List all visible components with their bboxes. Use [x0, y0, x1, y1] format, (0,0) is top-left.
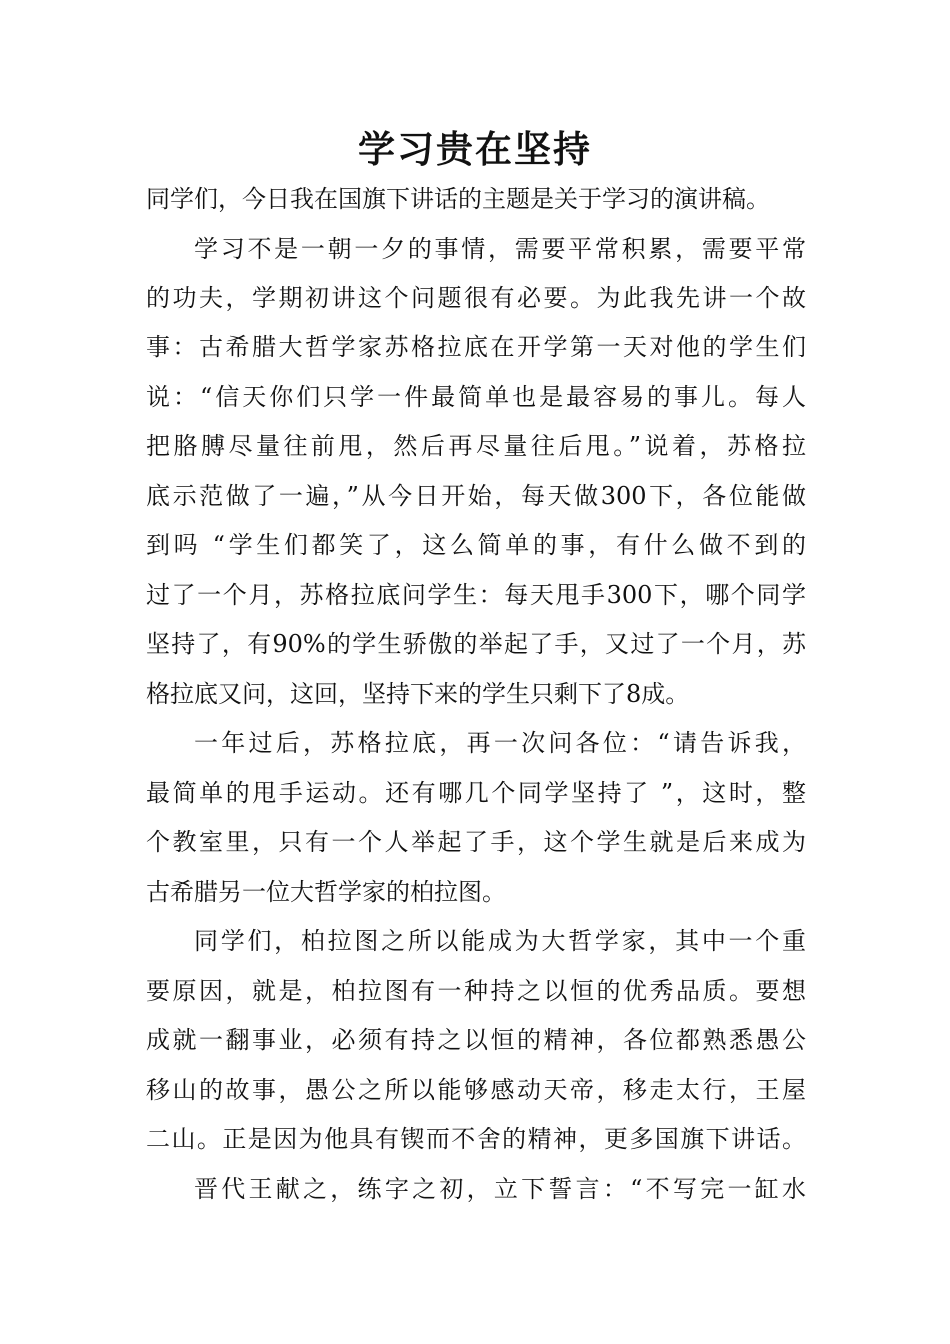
text-line: 说：“信天你们只学一件最简单也是最容易的事儿。每人	[146, 383, 806, 411]
text-line: 个教室里，只有一个人举起了手，这个学生就是后来成为	[146, 828, 806, 856]
text-line: 要原因，就是，柏拉图有一种持之以恒的优秀品质。要想	[146, 977, 806, 1005]
paragraph-first-line: 晋代王献之，练字之初，立下誓言：“不写完一缸水	[194, 1175, 806, 1203]
paragraph-first-line: 学习不是一朝一夕的事情，需要平常积累，需要平常	[194, 235, 806, 263]
text-line: 到吗 “学生们都笑了，这么简单的事，有什么做不到的	[146, 531, 806, 559]
text-line: 成就一翻事业，必须有持之以恒的精神，各位都熟悉愚公	[146, 1026, 806, 1054]
document-title: 学习贵在坚持	[358, 128, 592, 171]
text-line: 最简单的甩手运动。还有哪几个同学坚持了 ”，这时，整	[146, 779, 806, 807]
text-line: 底示范做了一遍，”从今日开始，每天做300下，各位能做	[146, 482, 806, 510]
text-line: 格拉底又问，这回，坚持下来的学生只剩下了8成。	[146, 680, 690, 708]
text-line: 事：古希腊大哲学家苏格拉底在开学第一天对他的学生们	[146, 333, 806, 361]
text-line: 同学们，今日我在国旗下讲话的主题是关于学习的演讲稿。	[146, 185, 770, 213]
text-line: 把胳膊尽量往前甩，然后再尽量往后甩。”说着，苏格拉	[146, 432, 806, 460]
text-line: 的功夫，学期初讲这个问题很有必要。为此我先讲一个故	[146, 284, 806, 312]
text-line: 坚持了，有90%的学生骄傲的举起了手，又过了一个月，苏	[146, 630, 806, 658]
text-line: 过了一个月，苏格拉底问学生：每天甩手300下，哪个同学	[146, 581, 806, 609]
paragraph-first-line: 同学们，柏拉图之所以能成为大哲学家，其中一个重	[194, 927, 806, 955]
text-line: 移山的故事，愚公之所以能够感动天帝，移走太行，王屋	[146, 1076, 806, 1104]
paragraph-first-line: 一年过后，苏格拉底，再一次问各位：“请告诉我，	[194, 729, 806, 757]
text-line: 古希腊另一位大哲学家的柏拉图。	[146, 878, 506, 906]
text-line: 二山。正是因为他具有锲而不舍的精神，更多国旗下讲话。	[146, 1125, 806, 1153]
